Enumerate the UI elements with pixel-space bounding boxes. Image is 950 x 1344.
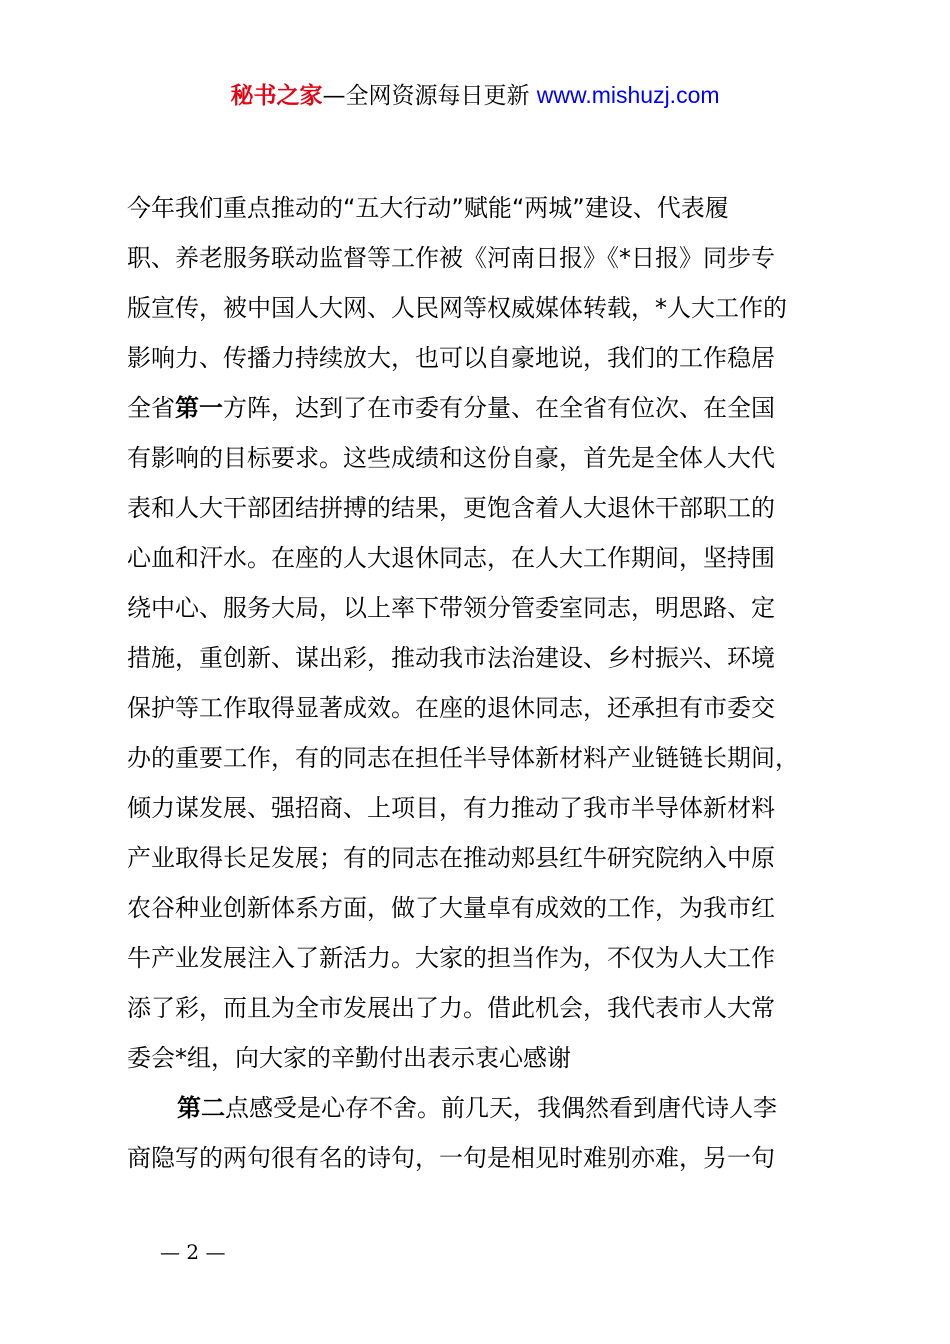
- page-number: — 2 —: [160, 1240, 226, 1264]
- text-line-12: 办的重要工作，有的同志在担任半导体新材料产业链链长期间，: [127, 744, 799, 772]
- text-line-17: 添了彩，而且为全市发展出了力。借此机会，我代表市人大常: [127, 994, 775, 1022]
- text-line-6: 有影响的目标要求。这些成绩和这份自豪，首先是全体人大代: [127, 444, 775, 472]
- text-line-20: 商隐写的两句很有名的诗句，一句是相见时难别亦难，另一句: [127, 1144, 775, 1172]
- text-line-11: 保护等工作取得显著成效。在座的退休同志，还承担有市委交: [127, 694, 775, 722]
- text-line-19-rest: 点感受是心存不舍。前几天，我偶然看到唐代诗人李: [225, 1094, 777, 1122]
- text-line-7: 表和人大干部团结拼搏的结果，更饱含着人大退休干部职工的: [127, 494, 775, 522]
- text-line-5: [127, 383, 833, 433]
- site-brand: 秘书之家: [230, 83, 323, 109]
- text-line-9: 绕中心、服务大局，以上率下带领分管委室同志，明思路、定: [127, 594, 775, 622]
- text-line-13: 倾力谋发展、强招商、上项目，有力推动了我市半导体新材料: [127, 794, 775, 822]
- text-line-2: 职、养老服务联动监督等工作被《河南日报》《*日报》同步专: [127, 244, 775, 272]
- emphasis-first: 第一: [175, 394, 223, 422]
- page-header: [0, 78, 950, 113]
- text-line-18: 委会*组，向大家的辛勤付出表示衷心感谢: [127, 1044, 571, 1072]
- text-line-5-start: 全省: [127, 394, 175, 422]
- text-line-3: 版宣传，被中国人大网、人民网等权威媒体转载，*人大工作的: [127, 294, 787, 322]
- text-line-15: 农谷种业创新体系方面，做了大量卓有成效的工作，为我市红: [127, 894, 775, 922]
- site-tagline: —全网资源每日更新: [322, 83, 537, 109]
- text-line-16: 牛产业发展注入了新活力。大家的担当作为，不仅为人大工作: [127, 944, 775, 972]
- text-line-14: 产业取得长足发展；有的同志在推动郏县红牛研究院纳入中原: [127, 844, 775, 872]
- text-line-19: [127, 1083, 833, 1133]
- text-line-8: 心血和汗水。在座的人大退休同志，在人大工作期间，坚持围: [127, 544, 775, 572]
- site-url-link[interactable]: www.mishuzj.com: [536, 82, 720, 108]
- emphasis-second: 第二: [177, 1094, 225, 1122]
- text-line-1: 今年我们重点推动的“五大行动”赋能“两城”建设、代表履: [127, 194, 729, 222]
- text-line-10: 措施，重创新、谋出彩，推动我市法治建设、乡村振兴、环境: [127, 644, 775, 672]
- text-line-4: 影响力、传播力持续放大，也可以自豪地说，我们的工作稳居: [127, 344, 775, 372]
- document-body: [127, 183, 833, 1183]
- text-line-5-rest: 方阵，达到了在市委有分量、在全省有位次、在全国: [223, 394, 775, 422]
